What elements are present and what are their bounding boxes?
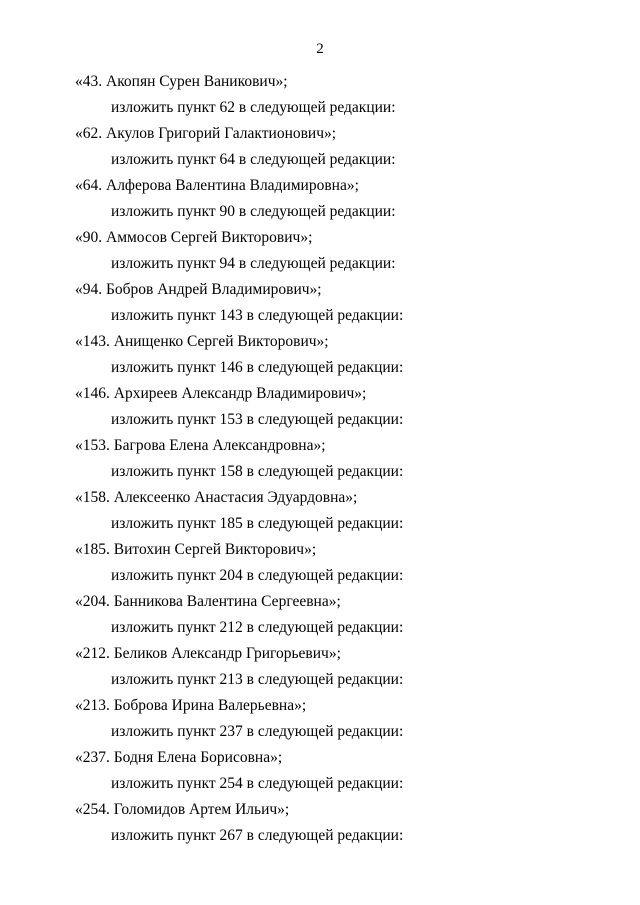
list-item: «212. Беликов Александр Григорьевич»; (75, 645, 341, 662)
list-item: «64. Алферова Валентина Владимировна»; (75, 177, 359, 194)
list-item: «143. Анищенко Сергей Викторович»; (75, 333, 329, 350)
amendment-instruction: изложить пункт 62 в следующей редакции: (111, 99, 396, 116)
amendment-instruction: изложить пункт 237 в следующей редакции: (111, 723, 404, 740)
list-item: «213. Боброва Ирина Валерьевна»; (75, 697, 307, 714)
list-item: «90. Аммосов Сергей Викторович»; (75, 229, 313, 246)
amendment-instruction: изложить пункт 94 в следующей редакции: (111, 255, 396, 272)
amendment-instruction: изложить пункт 254 в следующей редакции: (111, 775, 404, 792)
amendment-instruction: изложить пункт 204 в следующей редакции: (111, 567, 404, 584)
list-item: «94. Бобров Андрей Владимирович»; (75, 281, 322, 298)
amendment-instruction: изложить пункт 212 в следующей редакции: (111, 619, 404, 636)
amendment-instruction: изложить пункт 64 в следующей редакции: (111, 151, 396, 168)
list-item: «153. Багрова Елена Александровна»; (75, 437, 326, 454)
list-item: «237. Бодня Елена Борисовна»; (75, 749, 283, 766)
page-number: 2 (316, 41, 324, 57)
list-item: «185. Витохин Сергей Викторович»; (75, 541, 317, 558)
amendment-instruction: изложить пункт 267 в следующей редакции: (111, 827, 404, 844)
amendment-instruction: изложить пункт 90 в следующей редакции: (111, 203, 396, 220)
amendment-instruction: изложить пункт 153 в следующей редакции: (111, 411, 404, 428)
amendment-instruction: изложить пункт 158 в следующей редакции: (111, 463, 404, 480)
amendment-instruction: изложить пункт 185 в следующей редакции: (111, 515, 404, 532)
list-item: «158. Алексеенко Анастасия Эдуардовна»; (75, 489, 358, 506)
list-item: «254. Голомидов Артем Ильич»; (75, 801, 290, 818)
amendment-instruction: изложить пункт 213 в следующей редакции: (111, 671, 404, 688)
amendment-list (0, 69, 640, 849)
amendment-instruction: изложить пункт 146 в следующей редакции: (111, 359, 404, 376)
list-item: «43. Акопян Сурен Ваникович»; (75, 73, 288, 90)
amendment-instruction: изложить пункт 143 в следующей редакции: (111, 307, 404, 324)
list-item: «204. Банникова Валентина Сергеевна»; (75, 593, 341, 610)
list-item: «62. Акулов Григорий Галактионович»; (75, 125, 337, 142)
list-item: «146. Архиреев Александр Владимирович»; (75, 385, 367, 402)
